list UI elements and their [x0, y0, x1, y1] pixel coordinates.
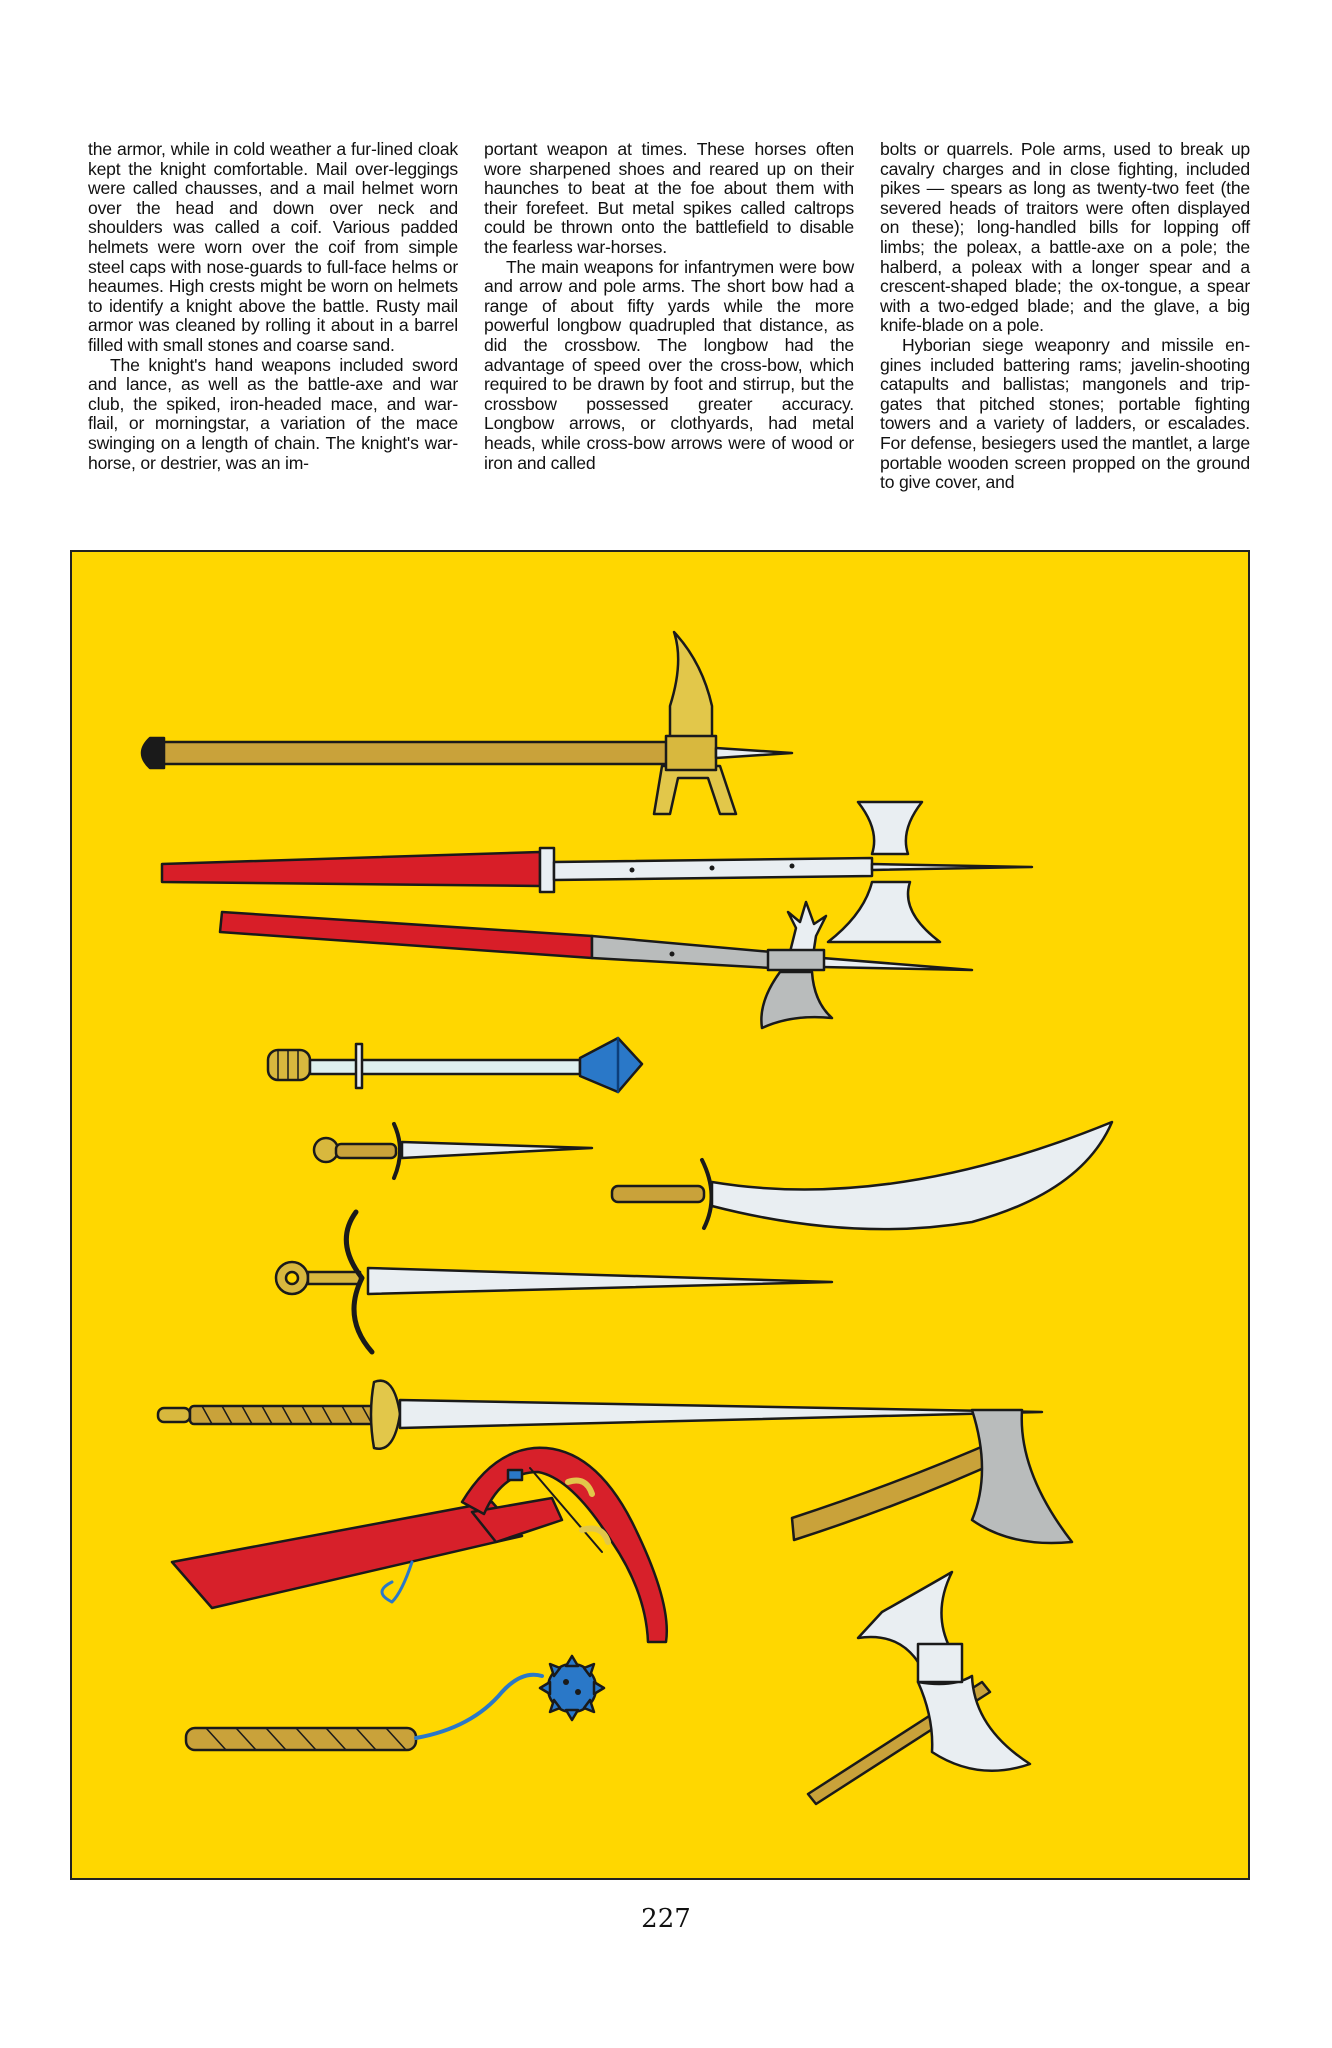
paragraph: The knight's hand weapons included sword and lance, as well as the battle-axe and war club, the spiked, iron-headed mace, and war-flail, or morningstar, a variation of the mace swinging on a length of chain. The knight's war-horse, or destrier, was an im-: [88, 354, 458, 473]
text-column-3: [880, 140, 1250, 556]
weapons-illustration-plate: [70, 550, 1250, 1880]
paragraph: The main weapons for infantrymen were bow and arrow and pole arms. The short bow had a range of about fifty yards while the more powerful longbow quadrupled that distance, as did the crossbow. The longbow had the advantage of speed over the cross-bow, which required to be drawn by foot and stirrup, but the crossbow possessed greater accuracy. Longbow arrows, or clothyards, had metal heads, while cross-bow arrows were of wood or iron and called: [484, 256, 854, 473]
text-column-1: [88, 140, 458, 556]
weapons-illustration: [72, 552, 1248, 1878]
text-column-2: [484, 140, 854, 556]
war-hammer-pick-illustration: [142, 632, 792, 814]
longsword-illustration: [158, 1381, 1042, 1449]
page-number: 227: [641, 1904, 691, 1934]
battle-axe-illustration: [792, 1410, 1072, 1543]
paragraph: Hyborian siege weaponry and missile en-gines included battering rams; javelin-shooting catapults and ballistas; mangonels and trip-gates that pitched stones; portable fighting towers and a variety of ladders, or escalades. For defense, besiegers used the mantlet, a large portable wooden screen propped on the ground to give cover, and: [880, 334, 1250, 493]
crossbow-illustration: [172, 1448, 667, 1642]
arming-sword-illustration: [276, 1212, 832, 1352]
paragraph: portant weapon at times. These horses often wore sharpened shoes and reared up on their haunches to beat at the foe about them with their forefeet. But metal spikes called caltrops could be thrown onto the battlefield to disable the fearless war-horses.: [484, 139, 854, 257]
paragraph: bolts or quarrels. Pole arms, used to break up cavalry charges and in close fighting, included pikes — spears as long as twenty-two feet (the severed heads of traitors were often displayed on these); long-handled bills for lopping off limbs; the poleax, a battle-axe on a pole; the halberd, a poleax with a longer spear and a crescent-shaped blade; the ox-tongue, a spear with a two-edged blade; and the glave, a big knife-blade on a pole.: [880, 139, 1250, 336]
double-axe-illustration: [808, 1572, 1030, 1804]
dagger-illustration: [314, 1124, 592, 1178]
morningstar-illustration: [186, 1656, 604, 1750]
mace-illustration: [268, 1038, 642, 1092]
scimitar-illustration: [612, 1122, 1112, 1229]
paragraph: the armor, while in cold weather a fur-lined cloak kept the knight comfortable. Mail over-leggings were called chausses, and a mail helmet worn over the head and down over neck and shoulders was called a coif. Various padded helmets were worn over the coif from simple steel caps with nose-guards to full-face helms or heaumes. High crests might be worn on helmets to identify a knight above the battle. Rusty mail armor was cleaned by rolling it about in a barrel filled with small stones and coarse sand.: [88, 139, 458, 355]
text-columns: [88, 140, 1250, 556]
